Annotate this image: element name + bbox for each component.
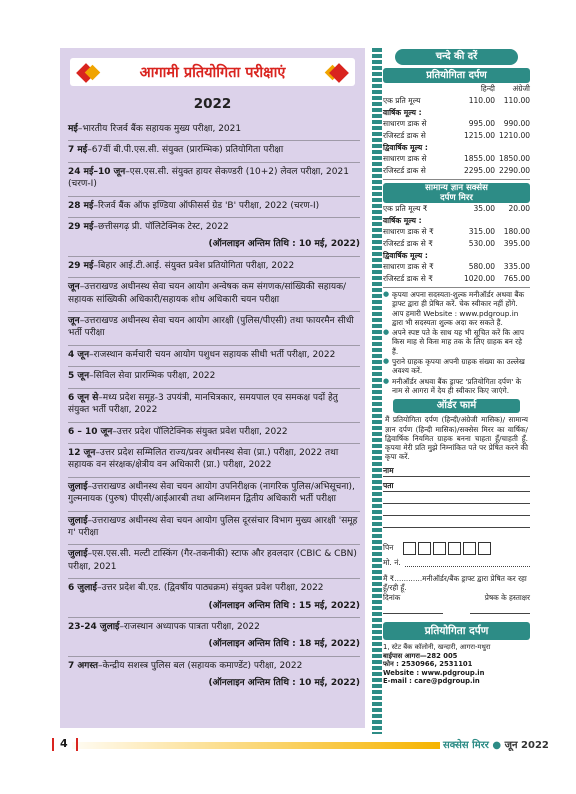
bullet-icon: ● bbox=[383, 357, 390, 366]
exam-name: –उत्तराखण्ड अधीनस्थ सेवा चयन आयोग पुलिस दूरसंचार विभाग मुख्य आरक्षी 'समूह ग' परीक्षा bbox=[68, 515, 358, 538]
row-value: 765.00 bbox=[503, 274, 530, 283]
exam-entry bbox=[68, 218, 360, 257]
exam-date: 7 मई bbox=[68, 145, 88, 156]
signature-line[interactable] bbox=[470, 613, 530, 614]
order-form-title: ऑर्डर फार्म bbox=[393, 399, 520, 413]
row-value: 20.00 bbox=[508, 204, 530, 213]
date-label: दिनांक bbox=[383, 593, 401, 603]
bullet-icon: ● bbox=[383, 376, 390, 385]
bullet-icon: ● bbox=[383, 290, 390, 298]
row-label: एक प्रति मूल्य bbox=[383, 96, 421, 105]
exam-entry bbox=[68, 197, 360, 218]
exam-name: –एस.एस.सी. मल्टी टास्किंग (गैर-तकनीकी) स्टाफ और हवलदार (CBIC & CBN) परीक्षा, 2021 bbox=[68, 549, 357, 572]
row-value: 990.00 bbox=[503, 119, 530, 128]
row-value: 2295.00 bbox=[463, 166, 495, 175]
email-text: E-mail : care@pdgroup.in bbox=[383, 676, 480, 685]
bullet-icon: ● bbox=[383, 328, 390, 337]
note-item bbox=[383, 290, 530, 327]
exam-name: –उत्तराखण्ड अधीनस्थ सेवा चयन आयोग अन्वेषक कम संगणक/सांख्यिकी सहायक/ सहायक सांख्यिकी अधिकारी/सहायक शोध अधिकारी चयन परीक्षा bbox=[68, 282, 347, 305]
sg-rate-table bbox=[383, 203, 530, 288]
exam-name: –उत्तर प्रदेश पॉलिटेक्निक संयुक्त प्रवेश परीक्षा, 2022 bbox=[112, 426, 288, 437]
pin-box[interactable] bbox=[463, 542, 476, 555]
section-header bbox=[70, 58, 355, 86]
exam-entry bbox=[68, 478, 360, 512]
row-label: रजिस्टर्ड डाक से bbox=[383, 131, 426, 140]
exam-name: –उत्तर प्रदेश सम्मिलित राज्य/प्रवर अधीनस्थ सेवा (प्रा.) परीक्षा, 2022 तथा सहायक वन संरक्षक/क्षेत्रीय वन अधिकारी (प्रा.) परीक्षा, 2022 bbox=[68, 447, 339, 471]
signature-lines bbox=[383, 613, 530, 614]
section-title: आगामी प्रतियोगिता परीक्षाएं bbox=[139, 65, 286, 81]
footer-divider bbox=[76, 738, 78, 751]
table-row bbox=[383, 118, 530, 130]
publisher-title: प्रतियोगिता दर्पण bbox=[383, 622, 530, 640]
last-date: (ऑनलाइन अन्तिम तिथि : 10 मई, 2022) bbox=[208, 239, 360, 250]
exam-entry bbox=[68, 312, 360, 346]
note-text: अपने स्पष्ट पते के साथ यह भी सूचित करें कि आप किस माह से किस माह तक के लिए ग्राहक बन रहे हैं. bbox=[392, 328, 525, 356]
row-value: 2290.00 bbox=[498, 166, 530, 175]
table-row bbox=[383, 165, 530, 177]
address-label: पता bbox=[383, 480, 394, 490]
sg-rates-title bbox=[383, 183, 530, 203]
bullet-icon: ● bbox=[492, 740, 502, 751]
note-text: मनीऑर्डर अथवा बैंक ड्राफ्ट 'प्रतियोगिता दर्पण' के नाम से आगरा में देय ही स्वीकार किए जाएंगे. bbox=[392, 376, 522, 395]
exam-entry bbox=[68, 367, 360, 388]
row-value: 1020.00 bbox=[463, 274, 495, 283]
exam-date: मई bbox=[68, 124, 78, 134]
pin-box[interactable] bbox=[418, 542, 431, 555]
row-label: रजिस्टर्ड डाक से bbox=[383, 166, 426, 175]
pd-rates-title: प्रतियोगिता दर्पण bbox=[383, 68, 530, 83]
exam-name: –भारतीय रिजर्व बैंक सहायक मुख्य परीक्षा, 2021 bbox=[77, 124, 242, 134]
exam-date: 12 जून bbox=[68, 447, 96, 458]
exam-date: जून bbox=[68, 316, 80, 327]
exam-name: –रिजर्व बैंक ऑफ इण्डिया ऑफीसर्स ग्रेड 'B' परीक्षा, 2022 (चरण-I) bbox=[93, 200, 320, 211]
note-item bbox=[383, 377, 530, 396]
page-number: 4 bbox=[56, 737, 72, 750]
pin-box[interactable] bbox=[448, 542, 461, 555]
row-value: 315.00 bbox=[468, 227, 495, 236]
footer-bar bbox=[55, 742, 440, 749]
website-text: Website : www.pdgroup.in bbox=[383, 668, 485, 677]
row-label: रजिस्टर्ड डाक से ₹ bbox=[383, 274, 433, 283]
subscription-sidebar bbox=[372, 48, 530, 734]
sg-title-line: दर्पण मिरर bbox=[440, 193, 473, 203]
exam-name: –सिविल सेवा प्रारम्भिक परीक्षा, 2022 bbox=[89, 371, 216, 382]
row-value: 530.00 bbox=[468, 239, 495, 248]
exam-date: 29 मई bbox=[68, 260, 94, 271]
exam-entry bbox=[68, 346, 360, 367]
address-line-text: बाईपास आगरा—282 005 bbox=[383, 651, 458, 660]
row-label: साधारण डाक से ₹ bbox=[383, 227, 434, 236]
table-header bbox=[383, 83, 530, 95]
exam-name: –उत्तराखण्ड अधीनस्थ सेवा चयन आयोग आरक्षी (पुलिस/पीएसी) तथा फायरमैन सीधी भर्ती परीक्षा bbox=[68, 316, 354, 339]
exam-date: 6 – 10 जून bbox=[68, 426, 113, 437]
footer-divider bbox=[52, 738, 54, 751]
row-value: 1855.00 bbox=[463, 154, 495, 163]
table-row bbox=[383, 130, 530, 142]
note-item bbox=[383, 357, 530, 376]
exam-name: –उत्तर प्रदेश बी.एड. (द्विवर्षीय पाठ्यक्रम) संयुक्त प्रवेश परीक्षा, 2022 bbox=[96, 583, 324, 594]
exam-date: जून bbox=[68, 282, 80, 293]
decorative-stripe bbox=[372, 48, 382, 734]
exam-date: 7 अगस्त bbox=[68, 660, 98, 671]
last-date: (ऑनलाइन अन्तिम तिथि : 18 मई, 2022) bbox=[208, 639, 360, 650]
row-label: साधारण डाक से ₹ bbox=[383, 262, 434, 271]
note-text: कृपया अपना सदस्यता-शुल्क मनीऑर्डर अथवा बैंक ड्राफ्ट द्वारा ही प्रेषित करें. चेक स्वीकार नहीं होंगे. आप हमारी Website : www.pdgroup.in द्वारा भी सदस्यता शुल्क अदा कर सकते हैं. bbox=[392, 290, 525, 327]
address-field[interactable] bbox=[383, 481, 530, 492]
col-english: अंग्रेजी bbox=[512, 84, 530, 93]
address-line[interactable] bbox=[383, 516, 530, 528]
row-value: 110.00 bbox=[503, 96, 530, 105]
page-footer bbox=[0, 733, 576, 757]
row-value: 180.00 bbox=[503, 227, 530, 236]
exam-name: –राजस्थान अध्यापक पात्रता परीक्षा, 2022 bbox=[119, 621, 260, 632]
row-value: 995.00 bbox=[468, 119, 495, 128]
exam-entry bbox=[68, 163, 360, 197]
table-row bbox=[383, 153, 530, 165]
publisher-address bbox=[383, 643, 530, 685]
group-label: वार्षिक मूल्य : bbox=[383, 216, 422, 225]
address-line-text: 1, स्टेट बैंक कॉलोनी, खन्दारी, आगरा-मथुरा bbox=[383, 643, 491, 652]
row-label: एक प्रति मूल्य ₹ bbox=[383, 204, 428, 213]
table-row bbox=[383, 226, 530, 238]
table-row bbox=[383, 95, 530, 107]
exam-entry bbox=[68, 141, 360, 162]
exam-name: –राजस्थान कर्मचारी चयन आयोग पशुधन सहायक सीधी भर्ती परीक्षा, 2022 bbox=[89, 349, 336, 360]
exam-entry bbox=[68, 657, 360, 695]
table-row bbox=[383, 261, 530, 273]
exam-date: 4 जून bbox=[68, 349, 90, 360]
exam-name: –मध्य प्रदेश समूह-3 उपयंत्री, मानचित्रकार, समयपाल एव समकक्ष पदों हेतु संयुक्त भर्ती परीक्षा, 2022 bbox=[68, 392, 338, 416]
row-value: 1215.00 bbox=[463, 131, 495, 140]
mobile-field[interactable] bbox=[383, 558, 530, 568]
exam-list bbox=[68, 120, 360, 695]
address-line[interactable] bbox=[383, 504, 530, 516]
row-value: 395.00 bbox=[503, 239, 530, 248]
footer-magazine bbox=[443, 737, 549, 751]
subscription-notes bbox=[383, 290, 530, 395]
sg-title-line: सामान्य ज्ञान सक्सेस bbox=[425, 183, 488, 193]
exam-entry bbox=[68, 618, 360, 657]
group-label: द्विवार्षिक मूल्य : bbox=[383, 251, 428, 260]
rates-heading: चन्दे की दरें bbox=[395, 49, 518, 65]
exam-entry bbox=[68, 257, 360, 278]
exam-entry bbox=[68, 444, 360, 478]
name-field[interactable] bbox=[383, 466, 530, 477]
exam-entry bbox=[68, 545, 360, 579]
exam-date: 29 मई bbox=[68, 222, 94, 233]
exam-entry bbox=[68, 579, 360, 618]
pin-field[interactable] bbox=[383, 542, 530, 555]
table-row bbox=[383, 203, 530, 215]
row-value: 335.00 bbox=[503, 262, 530, 271]
exam-date: जुलाई bbox=[68, 481, 88, 492]
exam-date: 6 जून से bbox=[68, 392, 99, 403]
exam-date: 5 जून bbox=[68, 371, 90, 382]
pd-rate-table bbox=[383, 83, 530, 180]
exam-schedule-panel bbox=[60, 48, 365, 728]
mobile-label: मो. नं. bbox=[383, 557, 401, 567]
group-label: द्विवार्षिक मूल्य : bbox=[383, 143, 428, 152]
row-label: रजिस्टर्ड डाक से ₹ bbox=[383, 239, 433, 248]
issue-date: जून 2022 bbox=[504, 740, 549, 751]
year-heading: 2022 bbox=[193, 96, 232, 112]
payment-text: मैं ₹............मनीऑर्डर/बैंक ड्राफ्ट द्वारा प्रेषित कर रहा हूँ/रही हूँ. bbox=[383, 573, 527, 593]
address-line[interactable] bbox=[383, 492, 530, 504]
date-line[interactable] bbox=[383, 613, 443, 614]
note-text: पुराने ग्राहक कृपया अपनी ग्राहक संख्या का उल्लेख अवश्य करें. bbox=[392, 357, 525, 376]
pin-box[interactable] bbox=[433, 542, 446, 555]
row-value: 1850.00 bbox=[498, 154, 530, 163]
last-date: (ऑनलाइन अन्तिम तिथि : 10 मई, 2022) bbox=[208, 678, 360, 689]
exam-entry bbox=[68, 512, 360, 546]
exam-entry bbox=[68, 423, 360, 444]
exam-date: 28 मई bbox=[68, 200, 94, 211]
exam-date: 24 मई–10 जून bbox=[68, 166, 126, 177]
exam-name: –बिहार आई.टी.आई. संयुक्त प्रवेश प्रतियोगिता परीक्षा, 2022 bbox=[93, 260, 295, 271]
exam-date: जुलाई bbox=[68, 515, 88, 526]
row-value: 110.00 bbox=[468, 96, 495, 105]
exam-date: 6 जुलाई bbox=[68, 583, 97, 594]
phone-text: फोन : 2530966, 2531101 bbox=[383, 660, 473, 669]
last-date: (ऑनलाइन अन्तिम तिथि : 15 मई, 2022) bbox=[208, 600, 360, 611]
exam-name: –एस.एस.सी. संयुक्त हायर सेकण्डरी (10+2) लेवल परीक्षा, 2021 (चरण-I) bbox=[68, 166, 349, 190]
exam-entry bbox=[68, 278, 360, 312]
signature-label: प्रेषक के हस्ताक्षर bbox=[484, 593, 530, 603]
col-hindi: हिन्दी bbox=[480, 84, 495, 93]
exam-name: –केन्द्रीय सशस्त्र पुलिस बल (सहायक कमाण्डेंट) परीक्षा, 2022 bbox=[97, 660, 303, 671]
mobile-line bbox=[405, 558, 530, 567]
pin-box[interactable] bbox=[478, 542, 491, 555]
name-label: नाम bbox=[383, 465, 394, 475]
group-label: वार्षिक मूल्य : bbox=[383, 108, 422, 117]
table-row bbox=[383, 238, 530, 250]
order-form-text: मैं प्रतियोगिता दर्पण (हिन्दी/अंग्रेजी मासिक)/ सामान्य ज्ञान दर्पण (हिन्दी मासिक)/सक्सेस मिरर का वार्षिक/ द्विवार्षिक नियमित ग्राहक बनना चाहता हूँ/चाहती हूँ. कृपया मेरी प्रति मुझे निम्नांकित पते पर प्रेषित करने की कृपा करें. bbox=[385, 415, 528, 462]
row-label: साधारण डाक से bbox=[383, 154, 427, 163]
magazine-name: सक्सेस मिरर bbox=[443, 740, 489, 751]
exam-entry bbox=[68, 120, 360, 141]
row-label: साधारण डाक से bbox=[383, 119, 427, 128]
exam-date: 23-24 जुलाई bbox=[68, 621, 120, 632]
exam-name: –छत्तीसगढ़ प्री. पॉलिटेक्निक टेस्ट, 2022 bbox=[93, 222, 229, 233]
exam-entry bbox=[68, 389, 360, 423]
exam-date: जुलाई bbox=[68, 549, 88, 560]
pin-label: पिन bbox=[383, 543, 394, 553]
note-item bbox=[383, 328, 530, 356]
signature-row bbox=[383, 593, 530, 603]
row-value: 1210.00 bbox=[498, 131, 530, 140]
table-row bbox=[383, 273, 530, 285]
exam-name: –67वीं बी.पी.एस.सी. संयुक्त (प्रारम्भिक) प्रतियोगिता परीक्षा bbox=[87, 145, 284, 156]
pin-box[interactable] bbox=[403, 542, 416, 555]
row-value: 580.00 bbox=[468, 262, 495, 271]
exam-name: –उत्तराखण्ड अधीनस्थ सेवा चयन आयोग उपनिरीक्षक (नागरिक पुलिस/अभिसूचना), गुल्मनायक (पुरुष) पीएसी/आईआरबी तथा अग्निशमन द्वितीय अधिकारी भर्ती परीक्षा bbox=[68, 481, 355, 505]
row-value: 35.00 bbox=[473, 204, 495, 213]
